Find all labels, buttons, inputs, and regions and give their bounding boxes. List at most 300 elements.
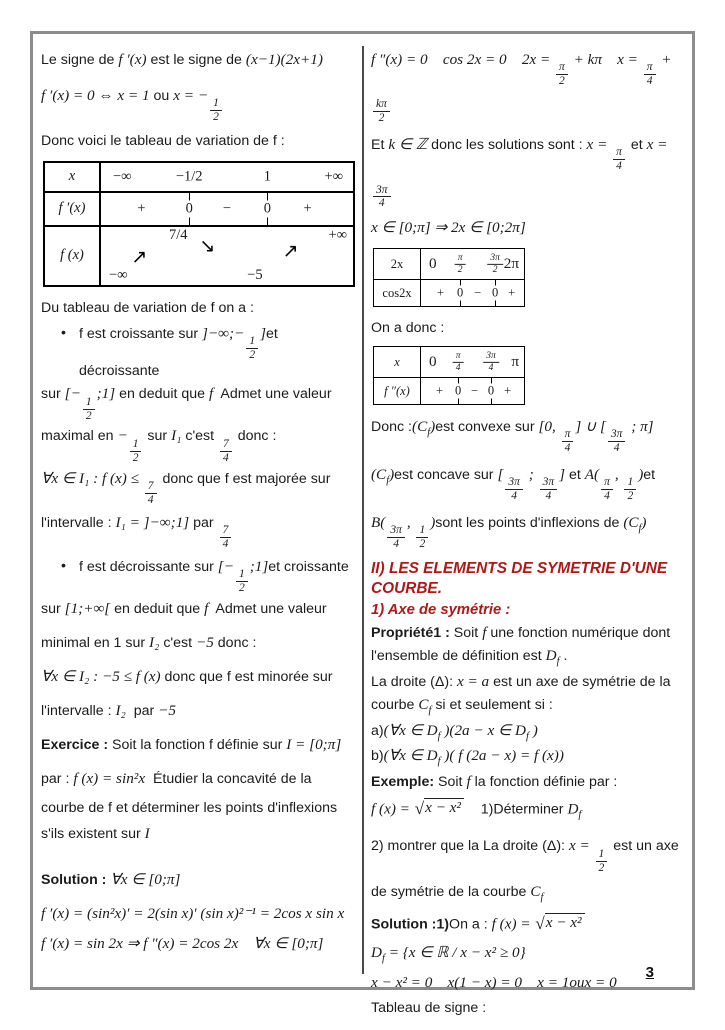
fraction-denominator: 2: [559, 75, 565, 88]
text-line: [41, 132, 357, 151]
text-segment: Soit: [434, 774, 467, 791]
fraction: [601, 476, 613, 503]
math-segment: ): [389, 466, 395, 484]
text-segment: b): [371, 748, 384, 765]
table-cells: [101, 193, 353, 225]
text-segment: a): [371, 722, 384, 739]
fraction-denominator: 2: [249, 348, 256, 361]
text-line: [41, 799, 357, 818]
text-segment: sont les points d'inflexions de: [435, 515, 624, 532]
math-segment: f ′(x): [118, 51, 147, 68]
fraction-numerator: 7: [220, 524, 232, 538]
math-segment: f: [466, 773, 471, 791]
text-segment: s'ils existent sur: [41, 825, 145, 842]
math-segment: ; π]: [627, 418, 654, 436]
sign-cell: +: [437, 285, 445, 300]
fraction: [130, 438, 142, 465]
text-segment: Du tableau de variation de f on a :: [41, 299, 254, 316]
math-segment: f ′(x) = sin 2x ⇒ f ″(x) = 2cos 2x ∀x ∈ [0;π]: [41, 935, 324, 952]
sqrt-expression: [415, 798, 464, 816]
fraction: [145, 480, 157, 507]
math-segment: D: [545, 647, 557, 665]
math-segment: f: [204, 599, 209, 617]
table-row: [374, 280, 524, 306]
math-segment: ∀x ∈ I₂ : −5 ≤ f (x): [41, 667, 161, 685]
page-frame: [30, 31, 695, 1017]
bullet-line: [41, 557, 357, 595]
text-segment: La droite (Δ):: [371, 674, 457, 691]
subscript: f: [427, 426, 431, 438]
fraction-numerator: π: [644, 61, 656, 75]
math-segment: x − x² = 0 x(1 − x) = 0 x = 1oux = 0: [371, 974, 617, 992]
section-heading: II) LES ELEMENTS DE SYMETRIE D'UNE COURBE.: [371, 560, 668, 598]
math-segment: +: [657, 51, 672, 68]
sign-table-cos2x: [373, 248, 525, 307]
fraction-denominator: 2: [85, 409, 92, 422]
text-segment: l'intervalle :: [41, 514, 116, 531]
math-segment: (C: [623, 514, 639, 532]
table-tick: [454, 253, 467, 275]
text-segment: Donc :: [371, 419, 413, 436]
text-segment: si et seulement si :: [431, 697, 553, 714]
fraction-denominator: 4: [604, 490, 610, 503]
subsection-heading: 1) Axe de symétrie :: [371, 602, 511, 619]
math-segment: ,: [614, 466, 623, 484]
math-segment: ): [430, 514, 436, 532]
text-line: [41, 469, 357, 507]
sign-cell: −: [222, 200, 232, 217]
arrow-up-icon: ↗: [131, 245, 148, 268]
fraction-numerator: kπ: [373, 98, 390, 112]
text-segment: Le signe de: [41, 52, 119, 68]
math-segment: f (x) =: [491, 915, 535, 933]
text-line: [371, 999, 687, 1018]
fraction-numerator: π: [601, 476, 613, 490]
fraction-numerator: 1: [596, 848, 608, 862]
sign-cell: 0: [454, 383, 462, 398]
text-segment: courbe: [371, 697, 419, 714]
fraction-denominator: 2: [492, 264, 498, 275]
math-segment: (C: [412, 418, 428, 436]
subscript: f: [437, 730, 441, 742]
text-segment: sur: [143, 428, 172, 445]
fraction: [220, 438, 232, 465]
variation-value: −5: [247, 266, 263, 283]
math-segment: ]: [559, 466, 566, 484]
fraction-denominator: 4: [147, 493, 154, 506]
sign-cell: −: [471, 383, 479, 398]
variation-value: −∞: [109, 266, 128, 283]
text-line: [41, 633, 357, 653]
fraction-numerator: 1: [210, 97, 222, 111]
text-line: [371, 672, 687, 692]
math-segment: −5: [196, 633, 214, 651]
fraction-numerator: 3π: [505, 476, 523, 490]
text-line: [41, 904, 357, 924]
fraction: [373, 184, 391, 211]
math-segment: ]−∞;−: [202, 324, 245, 342]
bold-text-segment: Solution :: [41, 871, 111, 888]
table-row: [374, 249, 524, 280]
fraction: [540, 476, 558, 503]
arrow-up-icon: ↗: [282, 239, 299, 262]
fraction: [246, 335, 258, 362]
fraction: [373, 98, 390, 125]
table-row-label: 2x: [374, 249, 421, 279]
fraction-numerator: π: [455, 253, 466, 265]
bullet-text: [79, 326, 278, 379]
text-line: [371, 465, 687, 503]
text-line: [371, 973, 687, 993]
math-segment: [0,: [538, 418, 560, 436]
table-tick: [504, 255, 519, 273]
text-line: [41, 824, 357, 844]
text-segment: une fonction numérique dont: [486, 625, 671, 642]
sign-cell: +: [508, 285, 516, 300]
fraction-denominator: 2: [213, 111, 219, 124]
subscript: f: [386, 474, 390, 486]
text-line: [41, 599, 357, 619]
sign-cell: −: [474, 285, 482, 300]
math-segment: C: [530, 883, 541, 901]
variation-value: +∞: [328, 226, 347, 243]
math-segment: ): [430, 418, 436, 436]
fraction-denominator: 2: [598, 861, 605, 874]
text-segment: π: [511, 353, 519, 371]
table-row: [45, 227, 353, 285]
fraction-denominator: 4: [564, 442, 571, 455]
math-segment: f (x) =: [371, 800, 414, 818]
math-segment: I = [0;π]: [286, 735, 342, 753]
math-segment: ,: [406, 514, 415, 532]
text-segment: et croissante: [268, 558, 349, 575]
text-segment: Étudier la concavité de la: [145, 771, 312, 788]
text-line: [371, 646, 687, 669]
table-cells: [421, 249, 524, 279]
sign-cell: +: [436, 383, 444, 398]
math-segment: ): [528, 721, 538, 739]
text-line: [41, 735, 357, 755]
text-segment: f est croissante sur: [79, 325, 203, 342]
text-line: [371, 50, 687, 125]
table-tick: −1/2: [175, 168, 203, 185]
text-segment: par :: [41, 771, 74, 788]
fraction: [453, 351, 464, 373]
text-line: [371, 798, 687, 822]
fraction-denominator: 2: [627, 490, 634, 503]
subscript: f: [540, 892, 544, 904]
math-segment: D: [371, 943, 382, 961]
text-line: [371, 746, 687, 769]
math-segment: f ″(x) = 0 cos 2x = 0 2x =: [371, 51, 554, 68]
text-line: [371, 319, 687, 338]
fraction: [83, 396, 95, 423]
math-segment: f ′(x) = (sin²x)′ = 2(sin x)′ (sin x)²⁻¹ = 2cos x sin x: [41, 904, 345, 922]
text-segment: c'est: [159, 634, 196, 651]
fraction-denominator: 2: [457, 264, 463, 275]
math-segment: −: [117, 427, 128, 445]
text-segment: et: [565, 467, 585, 484]
text-segment: Soit: [449, 625, 483, 642]
fraction-denominator: 4: [613, 442, 620, 455]
fraction-numerator: 3π: [483, 351, 499, 363]
math-segment: I₁: [171, 427, 182, 445]
fraction: [416, 524, 428, 551]
fraction-denominator: 2: [132, 451, 139, 464]
table-row: [374, 378, 524, 404]
sign-cell: 0: [263, 200, 271, 217]
table-row-label: f ″(x): [374, 378, 421, 404]
text-segment: est concave sur: [394, 467, 498, 484]
text-segment: de symétrie de la courbe: [371, 884, 531, 901]
math-segment: (∀x ∈ D: [383, 747, 438, 765]
fraction-denominator: 4: [646, 75, 653, 88]
radicand: x − x²: [545, 913, 585, 931]
text-segment: On a donc :: [371, 320, 445, 337]
text-segment: Admet une valeur: [208, 600, 327, 617]
text-segment: 0: [429, 353, 437, 371]
text-segment: c'est: [181, 428, 219, 445]
table-row: [374, 347, 524, 378]
fraction-numerator: 1: [83, 396, 95, 410]
table-tick: [511, 353, 519, 371]
fraction-numerator: 1: [246, 335, 258, 349]
text-segment: f est décroissante sur: [79, 558, 218, 575]
text-segment: 0: [429, 255, 437, 273]
table-tick: [429, 353, 437, 371]
fraction-numerator: 1: [130, 438, 142, 452]
fraction-numerator: 7: [145, 480, 157, 494]
math-segment: ): [641, 514, 647, 532]
text-segment: est un axe de symétrie de la: [489, 674, 671, 691]
table-tick: 1: [263, 168, 271, 185]
math-segment: C: [418, 696, 429, 714]
math-segment: )(2a − x ∈ D: [440, 721, 527, 739]
text-line: [371, 218, 687, 238]
sign-cell: +: [303, 200, 312, 217]
fraction-denominator: 4: [393, 538, 399, 551]
math-segment: (∀x ∈ D: [383, 721, 438, 739]
text-line: [371, 943, 687, 966]
math-segment: [−: [64, 385, 81, 403]
text-line: [41, 86, 357, 124]
fraction: [483, 351, 499, 373]
text-line: [371, 913, 687, 935]
fraction-denominator: 4: [223, 451, 229, 464]
text-line: [41, 50, 357, 70]
table-cells: [421, 378, 524, 404]
text-line: [371, 417, 687, 455]
table-tick: −∞: [113, 168, 132, 185]
right-column: [371, 50, 687, 1030]
text-line: [41, 769, 357, 789]
sqrt-expression: [535, 913, 584, 931]
table-tick: [429, 255, 437, 273]
fraction-numerator: π: [562, 428, 574, 442]
text-line: [371, 882, 687, 905]
text-segment: et décroissante: [79, 325, 278, 379]
bold-text-segment: Exemple:: [371, 774, 435, 791]
bullet-text: [79, 557, 349, 594]
fraction-denominator: 2: [419, 538, 426, 551]
fraction-denominator: 4: [488, 362, 494, 373]
table-row: [45, 163, 353, 193]
text-segment: donc que f est minorée sur: [160, 668, 333, 685]
sign-cell: 0: [185, 200, 193, 217]
text-segment: ou: [149, 88, 174, 105]
math-segment: (x−1)(2x+1): [245, 51, 323, 68]
math-segment: f: [209, 385, 214, 403]
math-segment: ] ∪ [: [575, 418, 606, 436]
text-segment: courbe de f et déterminer les points d'inflexions: [41, 800, 338, 817]
sign-cell: 0: [487, 383, 495, 398]
fraction-denominator: 2: [238, 581, 245, 594]
math-segment: D: [567, 800, 579, 818]
text-line: [41, 426, 357, 464]
math-segment: f (x) = sin²x: [73, 770, 146, 788]
table-cells: [421, 280, 524, 306]
variation-value: 7/4: [169, 226, 188, 243]
fraction-numerator: 3π: [608, 428, 626, 442]
fraction-denominator: 4: [511, 490, 518, 503]
text-line: [41, 701, 357, 721]
radical-icon: √: [414, 798, 425, 818]
text-line: [41, 667, 357, 687]
fraction-denominator: 4: [455, 362, 461, 373]
fraction-numerator: 3π: [387, 524, 405, 538]
text-segment: et: [643, 467, 656, 484]
text-segment: sur: [41, 386, 65, 403]
text-segment: Et: [371, 137, 389, 154]
text-segment: maximal en: [41, 428, 118, 445]
bold-text-segment: Propriété1 :: [371, 625, 450, 642]
fraction-denominator: 4: [545, 490, 552, 503]
text-segment: Tableau de signe :: [371, 1000, 487, 1017]
fraction-numerator: 3π: [540, 476, 558, 490]
text-segment: et: [626, 137, 647, 154]
fraction-numerator: π: [613, 146, 625, 160]
bold-text-segment: Solution :1): [371, 916, 450, 933]
text-line: [371, 135, 687, 210]
math-segment: (C: [371, 466, 387, 484]
fraction-denominator: 4: [378, 197, 385, 210]
subscript: f: [381, 952, 385, 964]
math-segment: f: [482, 624, 487, 642]
text-line: [41, 513, 357, 551]
fraction: [505, 476, 523, 503]
table-tick: [486, 253, 504, 275]
fraction: [220, 524, 232, 551]
text-line: [371, 721, 687, 744]
fraction: [487, 253, 503, 275]
math-segment: k ∈ ℤ: [388, 136, 428, 154]
math-segment: x ∈ [0;π] ⇒ 2x ∈ [0;2π]: [371, 219, 526, 237]
fraction-numerator: π: [556, 61, 568, 75]
fraction-numerator: 3π: [487, 253, 503, 265]
table-cells: [421, 347, 524, 377]
math-segment: ∀x ∈ I₁ : f (x) ≤: [41, 469, 143, 487]
text-segment: donc :: [233, 428, 277, 445]
text-segment: est convexe sur: [435, 419, 539, 436]
fraction: [608, 428, 626, 455]
text-segment: sur: [41, 600, 65, 617]
text-segment: est un axe: [609, 838, 679, 855]
fraction-numerator: 1: [236, 568, 248, 582]
text-segment: par: [125, 702, 159, 719]
fraction: [455, 253, 466, 275]
fraction: [562, 428, 574, 455]
math-segment: ∀x ∈ [0;π]: [110, 870, 181, 888]
text-segment: donc :: [213, 634, 257, 651]
bold-text-segment: Exercice :: [41, 736, 109, 753]
table-row-label: cos2x: [374, 280, 421, 306]
text-segment: Soit la fonction f définie sur: [108, 736, 287, 753]
math-segment: ;1]: [96, 385, 116, 403]
math-segment: ): [638, 466, 644, 484]
math-segment: + kπ x =: [569, 51, 642, 68]
fraction-denominator: 2: [378, 112, 385, 125]
table-row-label: f (x): [45, 227, 101, 285]
math-segment: [1;+∞[: [64, 599, 111, 617]
text-line: [371, 836, 687, 874]
radical-icon: √: [535, 913, 545, 933]
page-number: 3: [645, 964, 654, 981]
sign-cell: +: [137, 200, 146, 217]
table-row: [45, 193, 353, 227]
math-segment: A(: [584, 466, 600, 484]
table-tick: +∞: [324, 168, 343, 185]
text-line: [371, 623, 687, 643]
text-line: [41, 299, 357, 318]
math-segment: B(: [371, 514, 386, 532]
text-segment: la fonction définie par :: [470, 774, 618, 791]
math-segment: x =: [646, 136, 668, 154]
subscript: f: [428, 704, 432, 716]
math-segment: = {x ∈ ℝ / x − x² ≥ 0}: [384, 943, 526, 961]
fraction: [624, 476, 636, 503]
table-cells: [101, 227, 353, 285]
text-segment: 1)Déterminer: [464, 801, 568, 818]
sign-cell: 0: [457, 285, 464, 300]
math-segment: )( f (2a − x) = f (x)): [440, 747, 564, 765]
math-segment: I₂: [149, 633, 160, 651]
sign-cell: +: [503, 383, 512, 398]
sign-cell: 0: [492, 285, 499, 300]
subscript: f: [556, 656, 560, 668]
math-segment: x =: [568, 837, 594, 855]
text-line: [371, 695, 687, 718]
table-tick: [482, 351, 500, 373]
fraction: [644, 61, 656, 88]
left-column: [41, 50, 357, 966]
math-segment: f ′(x) = 0 ⇔ x = 1: [41, 87, 150, 105]
fraction: [596, 848, 608, 875]
text-segment: 2) montrer que la La droite (Δ):: [371, 838, 569, 855]
text-segment: 2π: [503, 255, 519, 273]
math-segment: x = a: [456, 673, 490, 691]
text-line: [41, 870, 357, 890]
subscript: f: [578, 809, 582, 821]
text-segment: en deduit que: [115, 386, 210, 403]
text-segment: l'intervalle :: [41, 702, 116, 719]
table-tick: [452, 351, 465, 373]
table-row-label: x: [45, 163, 101, 191]
subscript: f: [437, 756, 441, 768]
table-row-label: x: [374, 347, 421, 377]
text-segment: Admet une valeur: [213, 386, 332, 403]
radicand: x − x²: [424, 798, 464, 816]
text-line: [371, 513, 687, 551]
